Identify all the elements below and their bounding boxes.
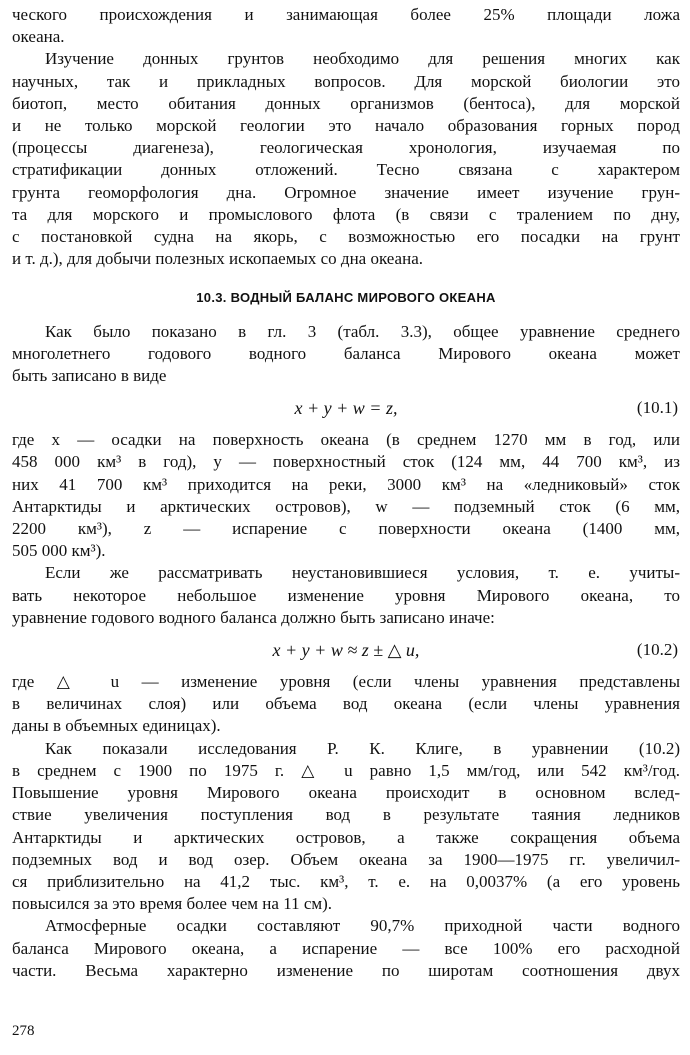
- text-line: ческого происхождения и занимающая более 25% площади ложа: [12, 5, 680, 24]
- text-line: Если же рассматривать неустановившиеся условия, т. е. учиты-: [45, 563, 680, 583]
- text-line: Как показали исследования Р. К. Клиге, в уравнении (10.2): [45, 738, 680, 758]
- text-line: океана.: [12, 27, 65, 47]
- text-line: Антарктиды и арктических островов, а также сокращения объема: [12, 827, 680, 847]
- equation-formula: x + y + w = z,: [294, 398, 398, 419]
- text-line: ся приблизительно на 41,2 тыс. км³, т. е. на 0,0037% (а его уровень: [12, 871, 680, 891]
- section-heading: 10.3. ВОДНЫЙ БАЛАНС МИРОВОГО ОКЕАНА: [196, 290, 496, 306]
- equation-number: (10.1): [636, 398, 678, 418]
- text-line: 2200 км³), z — испарение с поверхности океана (1400 мм,: [12, 519, 680, 539]
- text-line: 505 000 км³).: [12, 541, 106, 561]
- page-number: 278: [12, 1023, 35, 1039]
- text-line: повысился за это время более чем на 11 см).: [12, 894, 333, 914]
- text-line: (процессы диагенеза), геологическая хронология, изучаемая по: [12, 138, 680, 158]
- text-line: научных, так и прикладных вопросов. Для морской биологии это: [12, 71, 680, 91]
- text-line: с постановкой судна на якорь, с возможностью его посадки на грунт: [12, 227, 680, 247]
- text-line: и т. д.), для добычи полезных ископаемых со дна океана.: [12, 249, 423, 269]
- text-line: многолетнего годового водного баланса Мирового океана может: [12, 343, 680, 363]
- text-line: Антарктиды и арктических островов), w — подземный сток (6 мм,: [12, 496, 680, 516]
- text-line: Изучение донных грунтов необходимо для решения многих как: [45, 49, 680, 69]
- text-line: где △ u — изменение уровня (если члены уравнения представлены: [12, 672, 680, 692]
- text-line: части. Весьма характерно изменение по широтам соотношения двух: [12, 960, 680, 980]
- text-line: быть записано в виде: [12, 366, 167, 386]
- text-line: баланса Мирового океана, а испарение — все 100% его расходной: [12, 938, 680, 958]
- paragraph-group-4: [12, 671, 680, 982]
- document-page: [12, 4, 680, 982]
- text-line: где x — осадки на поверхность океана (в среднем 1270 мм в год, или: [12, 430, 680, 450]
- text-line: Атмосферные осадки составляют 90,7% приходной части водного: [45, 916, 680, 936]
- text-line: в среднем с 1900 по 1975 г. △ u равно 1,5 мм/год, или 542 км³/год.: [12, 760, 680, 780]
- text-line: даны в объемных единицах).: [12, 716, 221, 736]
- paragraph-group-1: [12, 4, 680, 270]
- equation-10-1: [12, 393, 680, 423]
- text-line: подземных вод и вод озер. Объем океана за 1900—1975 гг. увеличил-: [12, 849, 680, 869]
- text-line: уравнение годового водного баланса должно быть записано иначе:: [12, 607, 495, 627]
- text-line: Как было показано в гл. 3 (табл. 3.3), общее уравнение среднего: [45, 321, 680, 341]
- text-line: вать некоторое небольшое изменение уровня Мирового океана, то: [12, 585, 680, 605]
- text-line: в величинах слоя) или объема вод океана (если члены уравнения: [12, 694, 680, 714]
- text-line: них 41 700 км³ приходится на реки, 3000 км³ на «ледниковый» сток: [12, 474, 680, 494]
- text-line: Повышение уровня Мирового океана происходит в основном вслед-: [12, 783, 680, 803]
- paragraph-group-3: [12, 429, 680, 629]
- text-line: биотоп, место обитания донных организмов (бентоса), для морской: [12, 93, 680, 113]
- text-line: та для морского и промыслового флота (в связи с тралением по дну,: [12, 204, 680, 224]
- text-line: грунта геоморфология дна. Огромное значение имеет изучение грун-: [12, 182, 680, 202]
- text-line: и не только морской геологии это начало образования горных пород: [12, 116, 680, 136]
- equation-formula: x + y + w ≈ z ± △ u,: [272, 640, 420, 661]
- text-line: 458 000 км³ в год), y — поверхностный сток (124 мм, 44 700 км³, из: [12, 452, 680, 472]
- text-line: стратификации донных отложений. Тесно связана с характером: [12, 160, 680, 180]
- equation-10-2: [12, 635, 680, 665]
- equation-number: (10.2): [636, 640, 678, 660]
- text-line: ствие увеличения поступления вод в результате таяния ледников: [12, 805, 680, 825]
- paragraph-group-2: [12, 321, 680, 388]
